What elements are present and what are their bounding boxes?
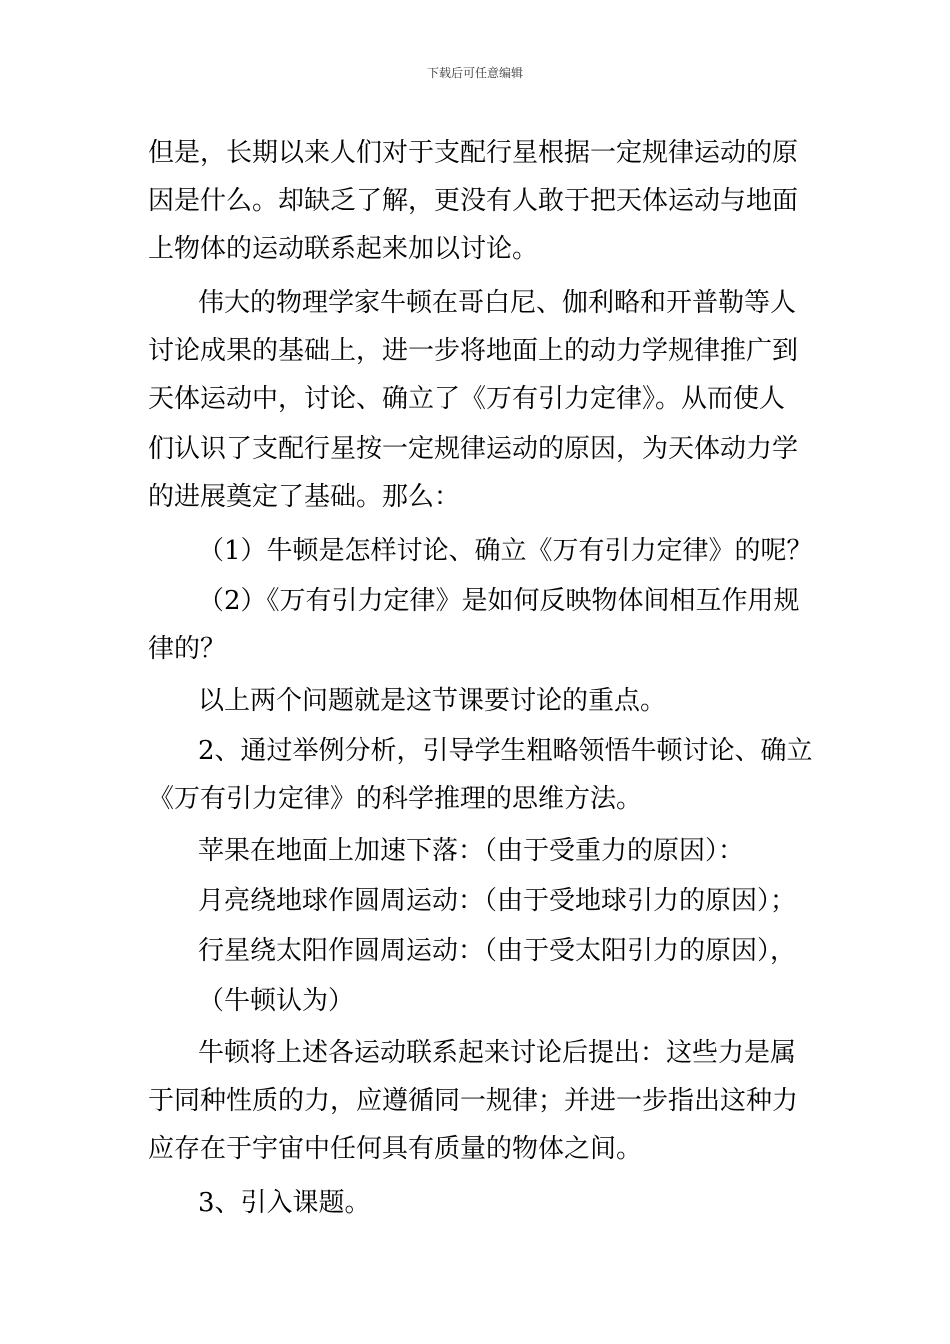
- text-line: 天体运动中，讨论、确立了《万有引力定律》。从而使人: [148, 384, 786, 414]
- text-line: 应存在于宇宙中任何具有质量的物体之间。: [148, 1134, 643, 1164]
- text-line: 的进展奠定了基础。那么：: [148, 482, 461, 512]
- text-line: 牛顿将上述各运动联系起来讨论后提出：这些力是属: [198, 1038, 797, 1068]
- text-line: 于同种性质的力，应遵循同一规律；并进一步指出这种力: [148, 1086, 799, 1116]
- question-item: （2）《万有引力定律》是如何反映物体间相互作用规: [198, 586, 800, 616]
- text-line: 们认识了支配行星按一定规律运动的原因，为天体动力学: [148, 434, 799, 464]
- text-line: 因是什么。却缺乏了解，更没有人敢于把天体运动与地面: [148, 186, 799, 216]
- example-line: （牛顿认为）: [198, 986, 355, 1016]
- text-line: 上物体的运动联系起来加以讨论。: [148, 234, 539, 264]
- text-line: 《万有引力定律》的科学推理的思维方法。: [148, 784, 643, 814]
- text-line: 伟大的物理学家牛顿在哥白尼、伽利略和开普勒等人: [198, 288, 797, 318]
- example-line: 行星绕太阳作圆周运动：（由于受太阳引力的原因），: [198, 936, 797, 966]
- text-line: 但是，长期以来人们对于支配行星根据一定规律运动的原: [148, 138, 799, 168]
- text-line: 以上两个问题就是这节课要讨论的重点。: [198, 686, 667, 716]
- example-line: 苹果在地面上加速下落：（由于受重力的原因）：: [198, 836, 745, 866]
- text-line: 律的？: [148, 634, 227, 664]
- question-item: （1）牛顿是怎样讨论、确立《万有引力定律》的呢？: [198, 536, 813, 566]
- text-line: 讨论成果的基础上，进一步将地面上的动力学规律推广到: [148, 336, 799, 366]
- page-header-note: 下载后可任意编辑: [426, 66, 523, 80]
- example-line: 月亮绕地球作圆周运动：（由于受地球引力的原因）；: [198, 886, 797, 916]
- section-heading: 2、通过举例分析，引导学生粗略领悟牛顿讨论、确立: [198, 736, 813, 766]
- section-heading: 3、引入课题。: [198, 1188, 371, 1218]
